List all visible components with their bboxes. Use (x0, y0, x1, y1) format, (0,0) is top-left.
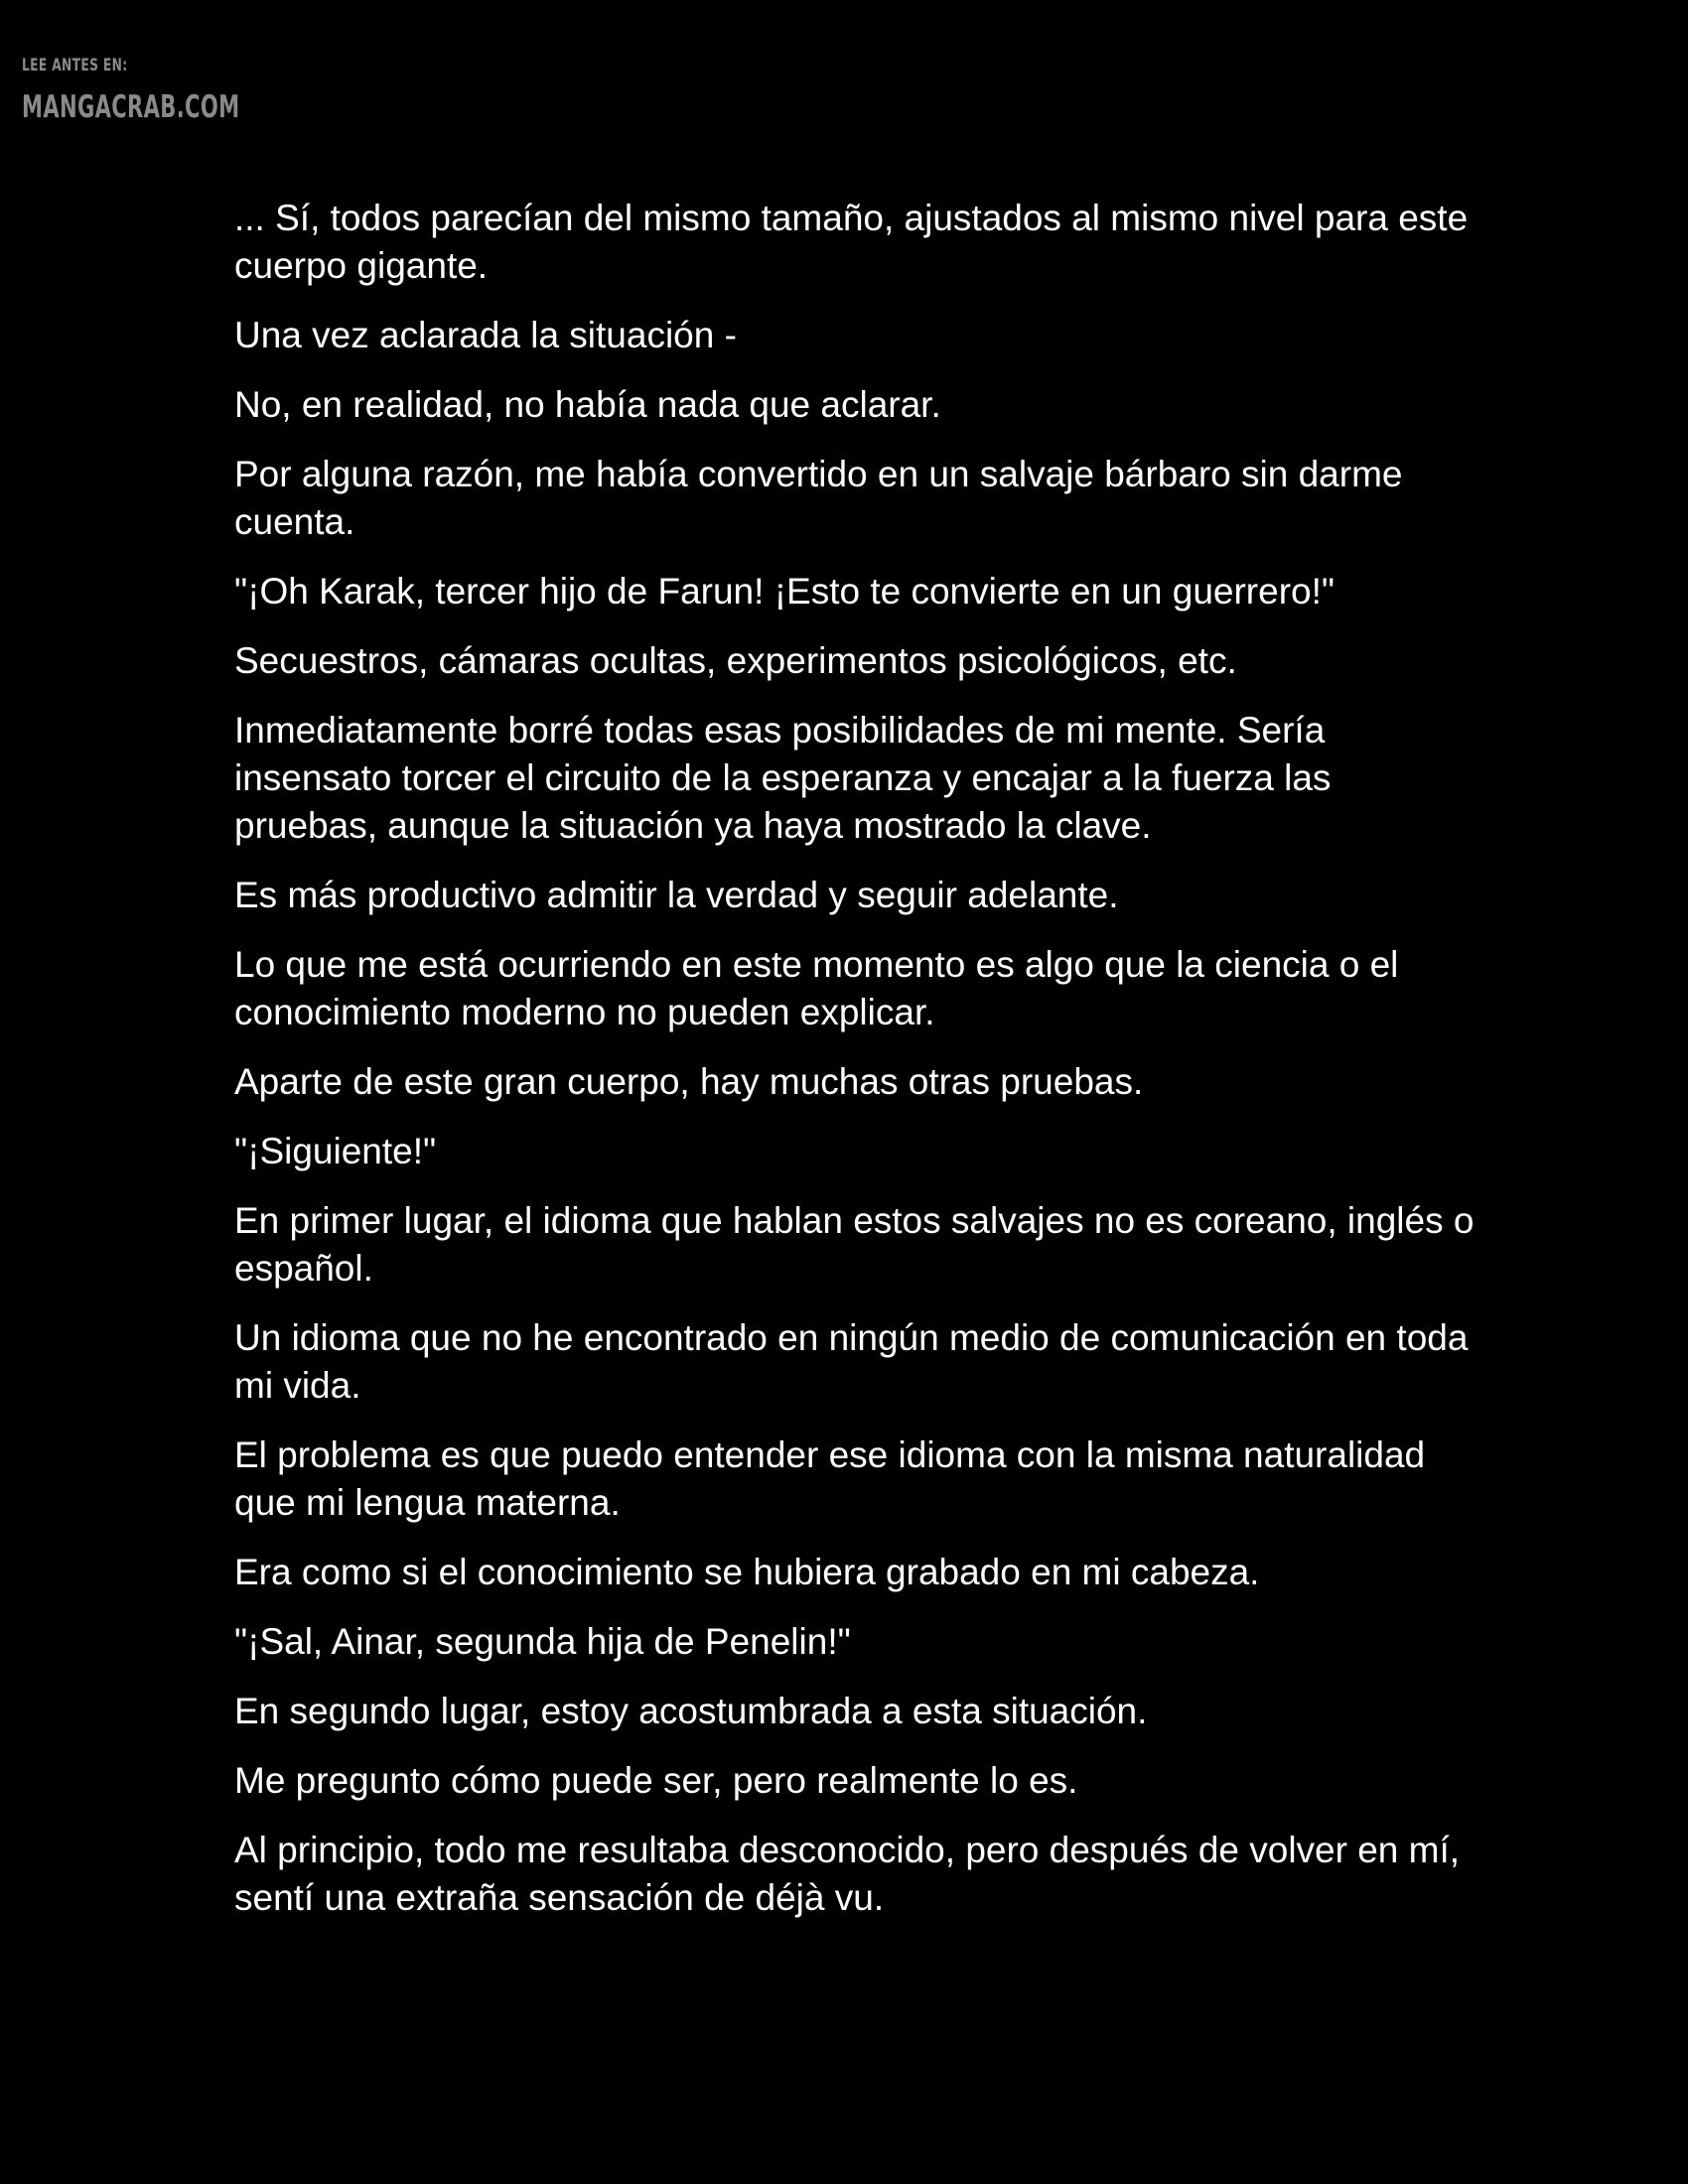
paragraph: Al principio, todo me resultaba desconocido, pero después de volver en mí, sentí una extraña sensación de déjà vu. (234, 1830, 1461, 1918)
paragraph: Por alguna razón, me había convertido en un salvaje bárbaro sin darme cuenta. (234, 454, 1403, 542)
paragraph: Un idioma que no he encontrado en ningún medio de comunicación en toda mi vida. (234, 1317, 1469, 1406)
paragraph: No, en realidad, no había nada que aclarar. (234, 384, 941, 425)
paragraph: Era como si el conocimiento se hubiera grabado en mi cabeza. (234, 1552, 1260, 1592)
paragraph: En segundo lugar, estoy acostumbrada a esta situación. (234, 1691, 1148, 1731)
paragraph: Me pregunto cómo puede ser, pero realmente lo es. (234, 1760, 1078, 1801)
paragraph: Es más productivo admitir la verdad y seguir adelante. (234, 875, 1119, 915)
watermark-site-name: MANGACRAB.COM (22, 89, 240, 125)
paragraph: Una vez aclarada la situación - (234, 315, 737, 355)
paragraph: Secuestros, cámaras ocultas, experimentos psicológicos, etc. (234, 640, 1237, 681)
watermark (22, 58, 343, 123)
paragraph: En primer lugar, el idioma que hablan estos salvajes no es coreano, inglés o español. (234, 1200, 1475, 1289)
paragraph: ... Sí, todos parecían del mismo tamaño, ajustados al mismo nivel para este cuerpo gigante. (234, 198, 1469, 286)
paragraph: Lo que me está ocurriendo en este momento es algo que la ciencia o el conocimiento moderno no pueden explicar. (234, 944, 1399, 1032)
document-body (234, 195, 1476, 1944)
dialogue-line: "¡Siguiente!" (234, 1131, 437, 1171)
dialogue-line: "¡Sal, Ainar, segunda hija de Penelin!" (234, 1621, 851, 1662)
paragraph: Aparte de este gran cuerpo, hay muchas otras pruebas. (234, 1061, 1144, 1102)
paragraph: El problema es que puedo entender ese idioma con la misma naturalidad que mi lengua materna. (234, 1434, 1426, 1523)
dialogue-line: "¡Oh Karak, tercer hijo de Farun! ¡Esto te convierte en un guerrero!" (234, 571, 1336, 612)
watermark-read-first-label: LEE ANTES EN: (22, 56, 128, 75)
paragraph: Inmediatamente borré todas esas posibilidades de mi mente. Sería insensato torcer el circuito de la esperanza y encajar a la fuerza las pruebas, aunque la situación ya haya mostrado la clave. (234, 710, 1332, 846)
